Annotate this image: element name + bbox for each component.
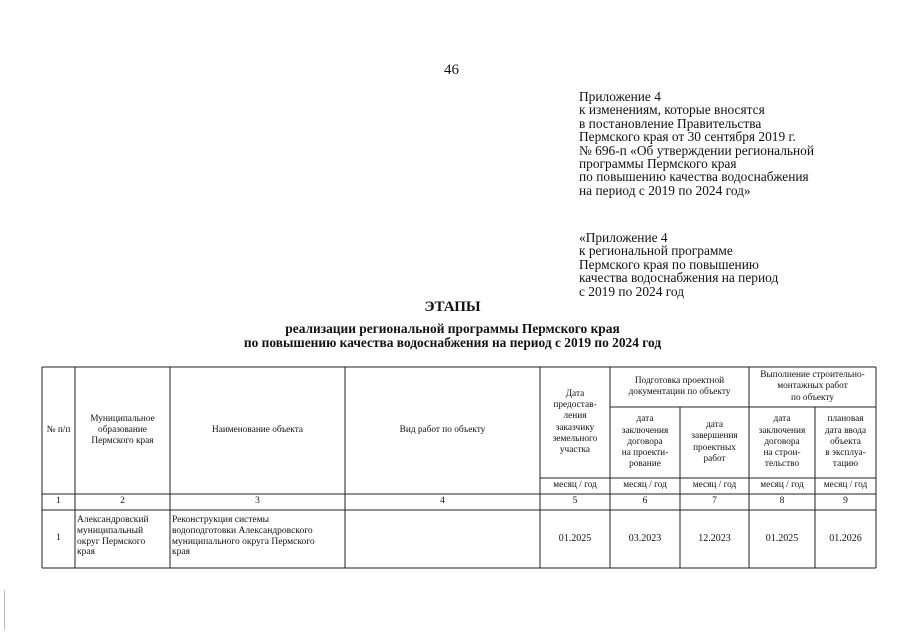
unit-label: месяц / год [760, 480, 804, 491]
row-design-completion-date: 12.2023 [698, 533, 731, 545]
row-land-date: 01.2025 [558, 533, 592, 545]
column-number: 1 [56, 496, 61, 507]
header-construction-group: Выполнение строительно- монтажных работ по объекту [760, 370, 865, 403]
row-number: 1 [56, 533, 61, 544]
document-title: ЭТАПЫ [424, 299, 481, 315]
program-appendix-line: с 2019 по 2024 год [579, 283, 685, 299]
program-appendix-line: Пермского края по повышению [579, 256, 759, 272]
unit-label: месяц / год [692, 480, 737, 491]
header-design-completion-date: дата завершения проектных работ [691, 420, 738, 464]
column-number: 6 [642, 496, 648, 507]
header-object-name: Наименование объекта [211, 424, 304, 435]
column-number: 3 [255, 496, 260, 507]
program-appendix-heading [579, 231, 778, 298]
column-number: 7 [712, 496, 717, 507]
row-work-type [345, 510, 540, 568]
document-subtitle-line: реализации региональной программы Пермского края [285, 321, 620, 336]
header-number: № п/п [46, 424, 71, 435]
row-design-contract-date: 03.2023 [628, 533, 662, 545]
appendix-heading-line: в постановление Правительства [579, 115, 762, 131]
row-object-name: Реконструкция системы водоподготовки Александровского муниципального округа Пермского края [172, 515, 315, 558]
appendix-heading-line: к изменениям, которые вносятся [579, 102, 765, 118]
appendix-heading [579, 90, 814, 197]
program-appendix-line: «Приложение 4 [579, 230, 668, 245]
appendix-heading-line: № 696-п «Об утверждении региональной [579, 142, 815, 158]
unit-label: месяц / год [823, 480, 868, 491]
appendix-heading-line: программы Пермского края [579, 155, 737, 171]
scan-artifact [4, 590, 5, 630]
header-work-type: Вид работ по объекту [399, 424, 486, 435]
header-commissioning-date: плановая дата ввода объекта в эксплуа- тацию [824, 414, 867, 470]
appendix-heading-line: Пермского края от 30 сентября 2019 г. [579, 129, 796, 145]
column-number: 9 [843, 496, 848, 507]
document-subtitle [0, 322, 905, 350]
column-number: 2 [120, 496, 125, 507]
row-municipality: Александровский муниципальный округ Пермского края [77, 515, 149, 558]
page-number: 46 [444, 62, 459, 78]
row-construction-contract-date: 01.2025 [765, 533, 799, 545]
unit-label: месяц / год [623, 480, 667, 491]
row-commissioning-date: 01.2026 [829, 533, 862, 545]
column-number: 4 [440, 496, 445, 507]
program-appendix-line: качества водоснабжения на период [579, 270, 779, 286]
appendix-heading-line: Приложение 4 [579, 89, 661, 104]
column-number: 8 [779, 496, 785, 507]
program-appendix-line: к региональной программе [579, 243, 733, 259]
header-land-date: Дата предостав- ления заказчику земельного участка [552, 388, 598, 455]
unit-label: месяц / год [553, 480, 597, 491]
header-design-contract-date: дата заключения договора на проекти- рование [621, 414, 669, 470]
header-municipality: Муниципальное образование Пермского края [90, 413, 155, 447]
column-number: 5 [572, 496, 578, 507]
document-subtitle-line: по повышению качества водоснабжения на период с 2019 по 2024 год [243, 335, 662, 350]
appendix-heading-line: на период с 2019 по 2024 год» [579, 182, 751, 198]
header-design-group: Подготовка проектной документации по объекту [628, 375, 731, 397]
header-construction-contract-date: дата заключения договора на строи- тельство [758, 414, 806, 470]
appendix-heading-line: по повышению качества водоснабжения [579, 169, 809, 185]
